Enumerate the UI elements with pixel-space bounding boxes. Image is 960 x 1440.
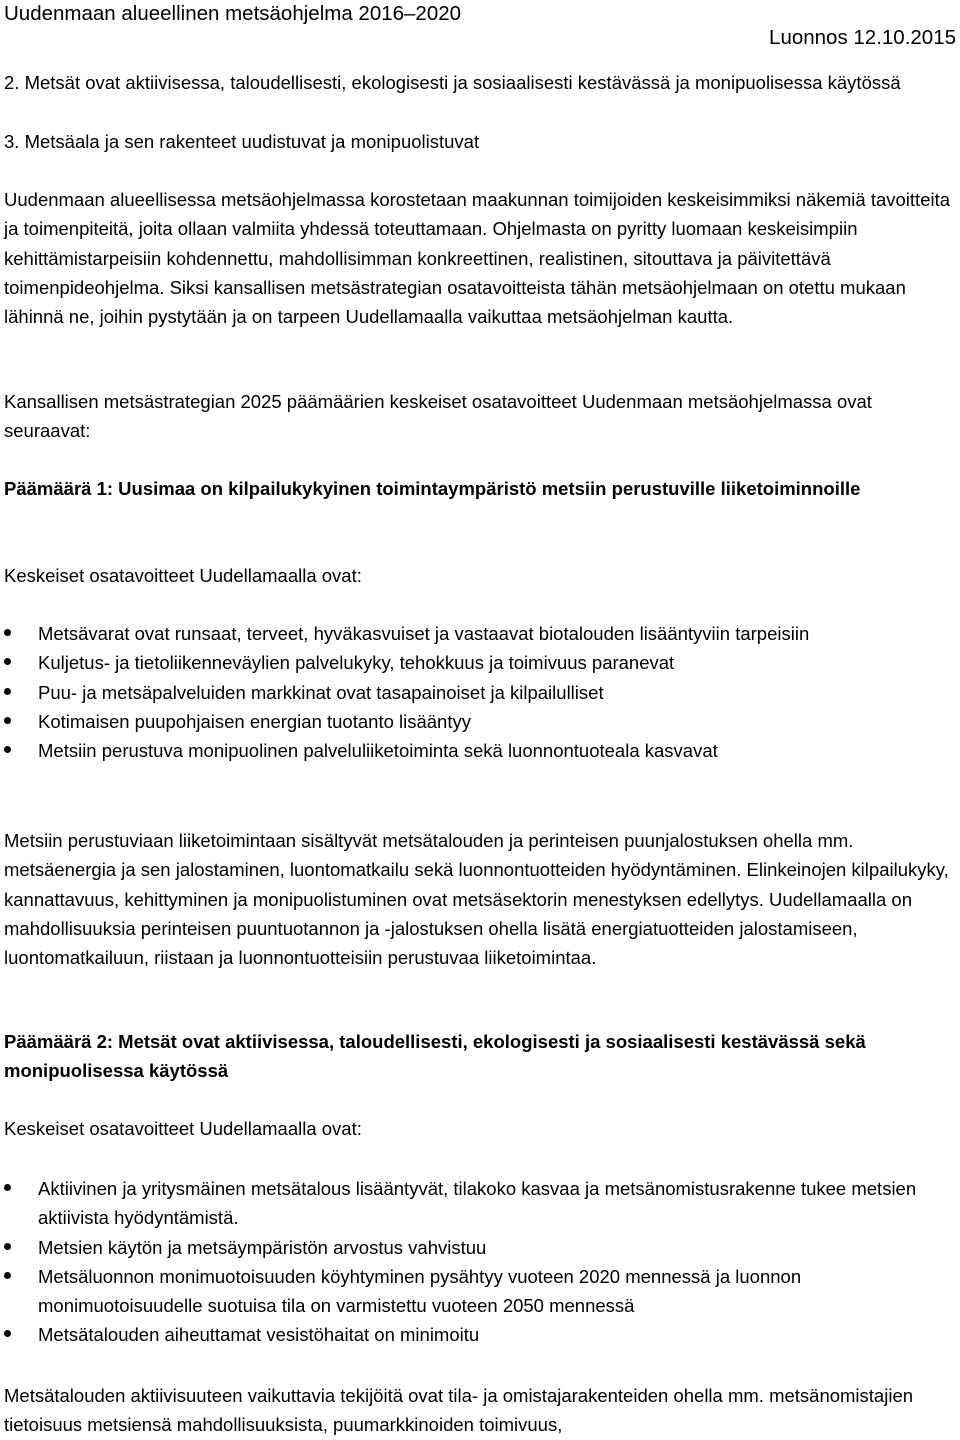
goal2-bullet-list — [0, 1174, 950, 1350]
bullet-icon — [4, 1243, 11, 1250]
header-title: Uudenmaan alueellinen metsäohjelma 2016–2020 — [4, 2, 462, 25]
goal1-bullet: Kotimaisen puupohjaisen energian tuotanto lisääntyy — [0, 707, 950, 736]
goal1-bullet: Metsiin perustuva monipuolinen palveluliiketoiminta sekä luonnontuoteala kasvavat — [0, 736, 950, 765]
bullet-icon — [4, 746, 11, 753]
bullet-icon — [4, 688, 11, 695]
focus-paragraph: Uudenmaan alueellisessa metsäohjelmassa korostetaan maakunnan toimijoiden keskeisimmiksi näkemiä tavoitteita ja toimenpiteitä, joita ollaan valmiita yhdessä toteuttamaan. Ohjelmasta on pyritty luomaan keskeisimpiin kehittämistarpeisiin kohdennettu, mahdollisimman konkreettinen, realistinen, sitouttava ja päivitettävä toimenpideohjelma. Siksi kansallisen metsästrategian osatavoitteista tähän metsäohjelmaan on otettu mukaan lähinnä ne, joihin pystytään ja on tarpeen Uudellamaalla vaikuttaa metsäohjelman kautta. — [4, 189, 951, 328]
bullet-icon — [4, 1184, 11, 1191]
goal1-paragraph: Metsiin perustuviaan liiketoimintaan sisältyvät metsätalouden ja perinteisen puunjalostuksen ohella mm. metsäenergia ja sen jalostaminen, luontomatkailu sekä luonnontuotteiden hyödyntäminen. Elinkeinojen kilpailukyky, kannattavuus, kehittyminen ja monipuolistuminen ovat metsäsektorin menestyksen edellytys. Uudellamaalla on mahdollisuuksia perinteisen puuntuotannon ja -jalostuksen ohella lisätä energiatuotteiden jalostamiseen, luontomatkailuun, riistaan ja luonnontuotteisiin perustuvaa liiketoimintaa. — [4, 830, 949, 969]
goal2-subheading: Keskeiset osatavoitteet Uudellamaalla ovat: — [4, 1118, 362, 1139]
intro-list-item: 3. Metsäala ja sen rakenteet uudistuvat ja monipuolistuvat — [4, 131, 480, 152]
bullet-icon — [4, 1272, 11, 1279]
goal1-bullet: Metsävarat ovat runsaat, terveet, hyväkasvuiset ja vastaavat biotalouden lisääntyviin tarpeisiin — [0, 619, 950, 648]
goal2-bullet: Metsäluonnon monimuotoisuuden köyhtyminen pysähtyy vuoteen 2020 mennessä ja luonnon monimuotoisuudelle suotuisa tila on varmistettu vuoteen 2050 mennessä — [0, 1262, 950, 1321]
bullet-icon — [4, 658, 11, 665]
goal2-paragraph: Metsätalouden aktiivisuuteen vaikuttavia tekijöitä ovat tila- ja omistajarakenteiden ohella mm. metsänomistajien tietoisuus metsiensä mahdollisuuksista, puumarkkinoiden toimivuus, — [4, 1385, 914, 1436]
goal1-bullet-list — [0, 619, 950, 765]
bullet-icon — [4, 1330, 11, 1337]
bullet-icon — [4, 717, 11, 724]
goal1-bullet: Kuljetus- ja tietoliikenneväylien palvelukyky, tehokkuus ja toimivuus paranevat — [0, 648, 950, 677]
goals-intro-paragraph: Kansallisen metsästrategian 2025 päämäärien keskeiset osatavoitteet Uudenmaan metsäohjelmassa ovat seuraavat: — [4, 391, 872, 442]
intro-list-item: 2. Metsät ovat aktiivisessa, taloudellisesti, ekologisesti ja sosiaalisesti kestävässä ja monipuolisessa käytössä — [4, 72, 901, 93]
goal2-bullet: Metsien käytön ja metsäympäristön arvostus vahvistuu — [0, 1233, 950, 1262]
goal2-heading: Päämäärä 2: Metsät ovat aktiivisessa, taloudellisesti, ekologisesti ja sosiaalisesti kestävässä sekä monipuolisessa käytössä — [4, 1031, 866, 1082]
bullet-icon — [4, 629, 11, 636]
goal2-bullet: Metsätalouden aiheuttamat vesistöhaitat on minimoitu — [0, 1320, 950, 1349]
header-date: Luonnos 12.10.2015 — [769, 26, 956, 49]
goal1-subheading: Keskeiset osatavoitteet Uudellamaalla ovat: — [4, 565, 362, 586]
goal2-bullet: Aktiivinen ja yritysmäinen metsätalous lisääntyvät, tilakoko kasvaa ja metsänomistusrakenne tukee metsien aktiivista hyödyntämistä. — [0, 1174, 950, 1233]
goal1-heading: Päämäärä 1: Uusimaa on kilpailukykyinen toimintaympäristö metsiin perustuville liiketoiminnoille — [4, 478, 861, 499]
goal1-bullet: Puu- ja metsäpalveluiden markkinat ovat tasapainoiset ja kilpailulliset — [0, 678, 950, 707]
